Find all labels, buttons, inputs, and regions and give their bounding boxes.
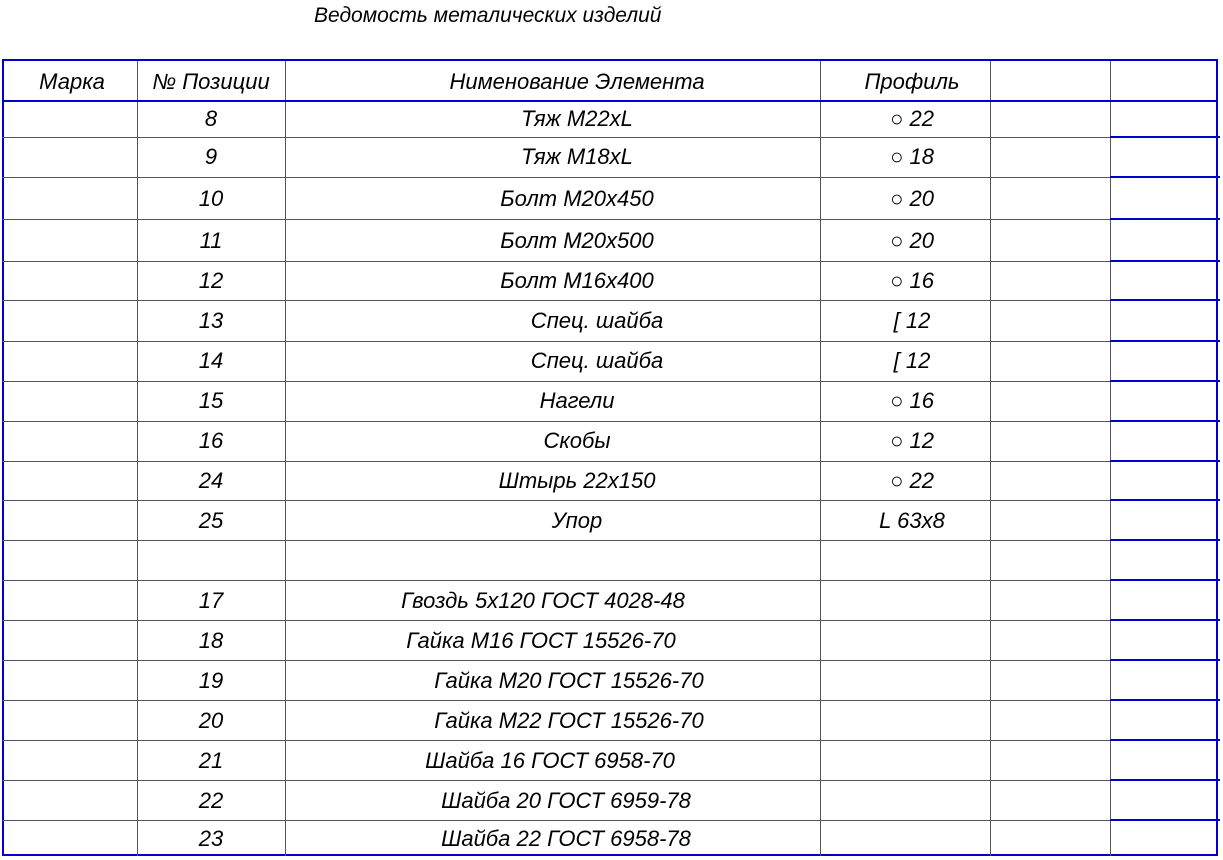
row-divider-accent xyxy=(1110,260,1220,262)
column-divider xyxy=(285,61,286,856)
column-divider xyxy=(820,61,821,856)
cell-name: Гайка М22 ГОСТ 15526-70 xyxy=(434,708,704,733)
row-divider-accent xyxy=(1110,659,1220,661)
cell-profile: ○ 22 xyxy=(890,106,934,131)
cell-profile: ○ 20 xyxy=(890,228,934,253)
cell-name: Гвоздь 5х120 ГОСТ 4028-48 xyxy=(401,588,685,613)
cell-position: 20 xyxy=(198,708,224,733)
column-divider xyxy=(137,61,138,856)
row-divider xyxy=(2,740,1110,741)
cell-profile: ○ 16 xyxy=(890,268,934,293)
row-divider-accent xyxy=(1110,218,1220,220)
row-divider-accent xyxy=(1110,460,1220,462)
cell-position: 9 xyxy=(204,144,218,169)
row-divider xyxy=(2,780,1110,781)
cell-position: 25 xyxy=(198,508,224,533)
cell-position: 16 xyxy=(198,428,224,453)
cell-position: 11 xyxy=(199,228,223,253)
row-divider-accent xyxy=(1110,299,1220,301)
column-header: № Позиции xyxy=(152,69,270,94)
cell-profile: L 63х8 xyxy=(879,508,945,533)
cell-name: Штырь 22х150 xyxy=(498,468,656,493)
cell-position: 8 xyxy=(204,106,218,131)
row-divider xyxy=(2,461,1110,462)
row-divider xyxy=(2,580,1110,581)
cell-name: Спец. шайба xyxy=(530,348,664,373)
cell-profile: [ 12 xyxy=(893,348,931,373)
row-divider-accent xyxy=(1110,340,1220,342)
cell-position: 18 xyxy=(198,628,224,653)
row-divider xyxy=(2,660,1110,661)
row-divider xyxy=(2,137,1110,138)
row-divider-accent xyxy=(1110,619,1220,621)
row-divider xyxy=(2,820,1110,821)
row-divider-accent xyxy=(1110,539,1220,541)
cell-name: Упор xyxy=(551,508,603,533)
column-header: Марка xyxy=(39,69,105,94)
row-divider-accent xyxy=(1110,176,1220,178)
cell-position: 10 xyxy=(198,186,224,211)
row-divider xyxy=(2,500,1110,501)
cell-position: 14 xyxy=(198,348,224,373)
cell-profile: ○ 22 xyxy=(890,468,934,493)
cell-name: Скобы xyxy=(543,428,611,453)
column-header: Профиль xyxy=(864,69,960,94)
cell-name: Нагели xyxy=(539,388,615,413)
metal-items-table xyxy=(2,59,1218,856)
cell-profile: ○ 16 xyxy=(890,388,934,413)
row-divider xyxy=(2,219,1110,220)
cell-name: Болт М16х400 xyxy=(500,268,654,293)
cell-name: Гайка М20 ГОСТ 15526-70 xyxy=(434,668,704,693)
row-divider-accent xyxy=(1110,779,1220,781)
cell-name: Гайка М16 ГОСТ 15526-70 xyxy=(406,628,676,653)
cell-profile: ○ 18 xyxy=(890,144,934,169)
row-divider xyxy=(2,700,1110,701)
header-divider xyxy=(2,100,1218,102)
cell-name: Шайба 22 ГОСТ 6958-78 xyxy=(441,826,691,851)
row-divider xyxy=(2,300,1110,301)
row-divider xyxy=(2,261,1110,262)
cell-name: Болт М20х500 xyxy=(500,228,654,253)
row-divider-accent xyxy=(1110,499,1220,501)
row-divider-accent xyxy=(1110,739,1220,741)
column-divider xyxy=(1110,61,1111,856)
row-divider-accent xyxy=(1110,579,1220,581)
page-title: Ведомость металических изделий xyxy=(314,4,662,27)
row-divider-accent xyxy=(1110,380,1220,382)
cell-profile: [ 12 xyxy=(893,308,931,333)
row-divider xyxy=(2,421,1110,422)
column-divider xyxy=(990,61,991,856)
cell-position: 24 xyxy=(198,468,224,493)
row-divider xyxy=(2,381,1110,382)
row-divider-accent xyxy=(1110,699,1220,701)
cell-profile: ○ 12 xyxy=(890,428,934,453)
cell-name: Тяж М18хL xyxy=(521,144,633,169)
cell-position: 19 xyxy=(198,668,224,693)
cell-position: 22 xyxy=(198,788,224,813)
cell-position: 21 xyxy=(198,748,224,773)
cell-position: 13 xyxy=(198,308,224,333)
row-divider-accent xyxy=(1110,136,1220,138)
row-divider xyxy=(2,540,1110,541)
cell-name: Шайба 16 ГОСТ 6958-70 xyxy=(425,748,675,773)
cell-name: Тяж М22хL xyxy=(521,106,633,131)
cell-position: 17 xyxy=(198,588,224,613)
cell-position: 12 xyxy=(198,268,224,293)
cell-name: Спец. шайба xyxy=(530,308,664,333)
row-divider xyxy=(2,620,1110,621)
row-divider xyxy=(2,341,1110,342)
column-header: Нименование Элемента xyxy=(449,69,705,94)
cell-name: Шайба 20 ГОСТ 6959-78 xyxy=(441,788,691,813)
row-divider-accent xyxy=(1110,819,1220,821)
row-divider-accent xyxy=(1110,420,1220,422)
row-divider xyxy=(2,177,1110,178)
cell-name: Болт М20х450 xyxy=(500,186,654,211)
cell-position: 15 xyxy=(198,388,224,413)
cell-position: 23 xyxy=(198,826,224,851)
cell-profile: ○ 20 xyxy=(890,186,934,211)
